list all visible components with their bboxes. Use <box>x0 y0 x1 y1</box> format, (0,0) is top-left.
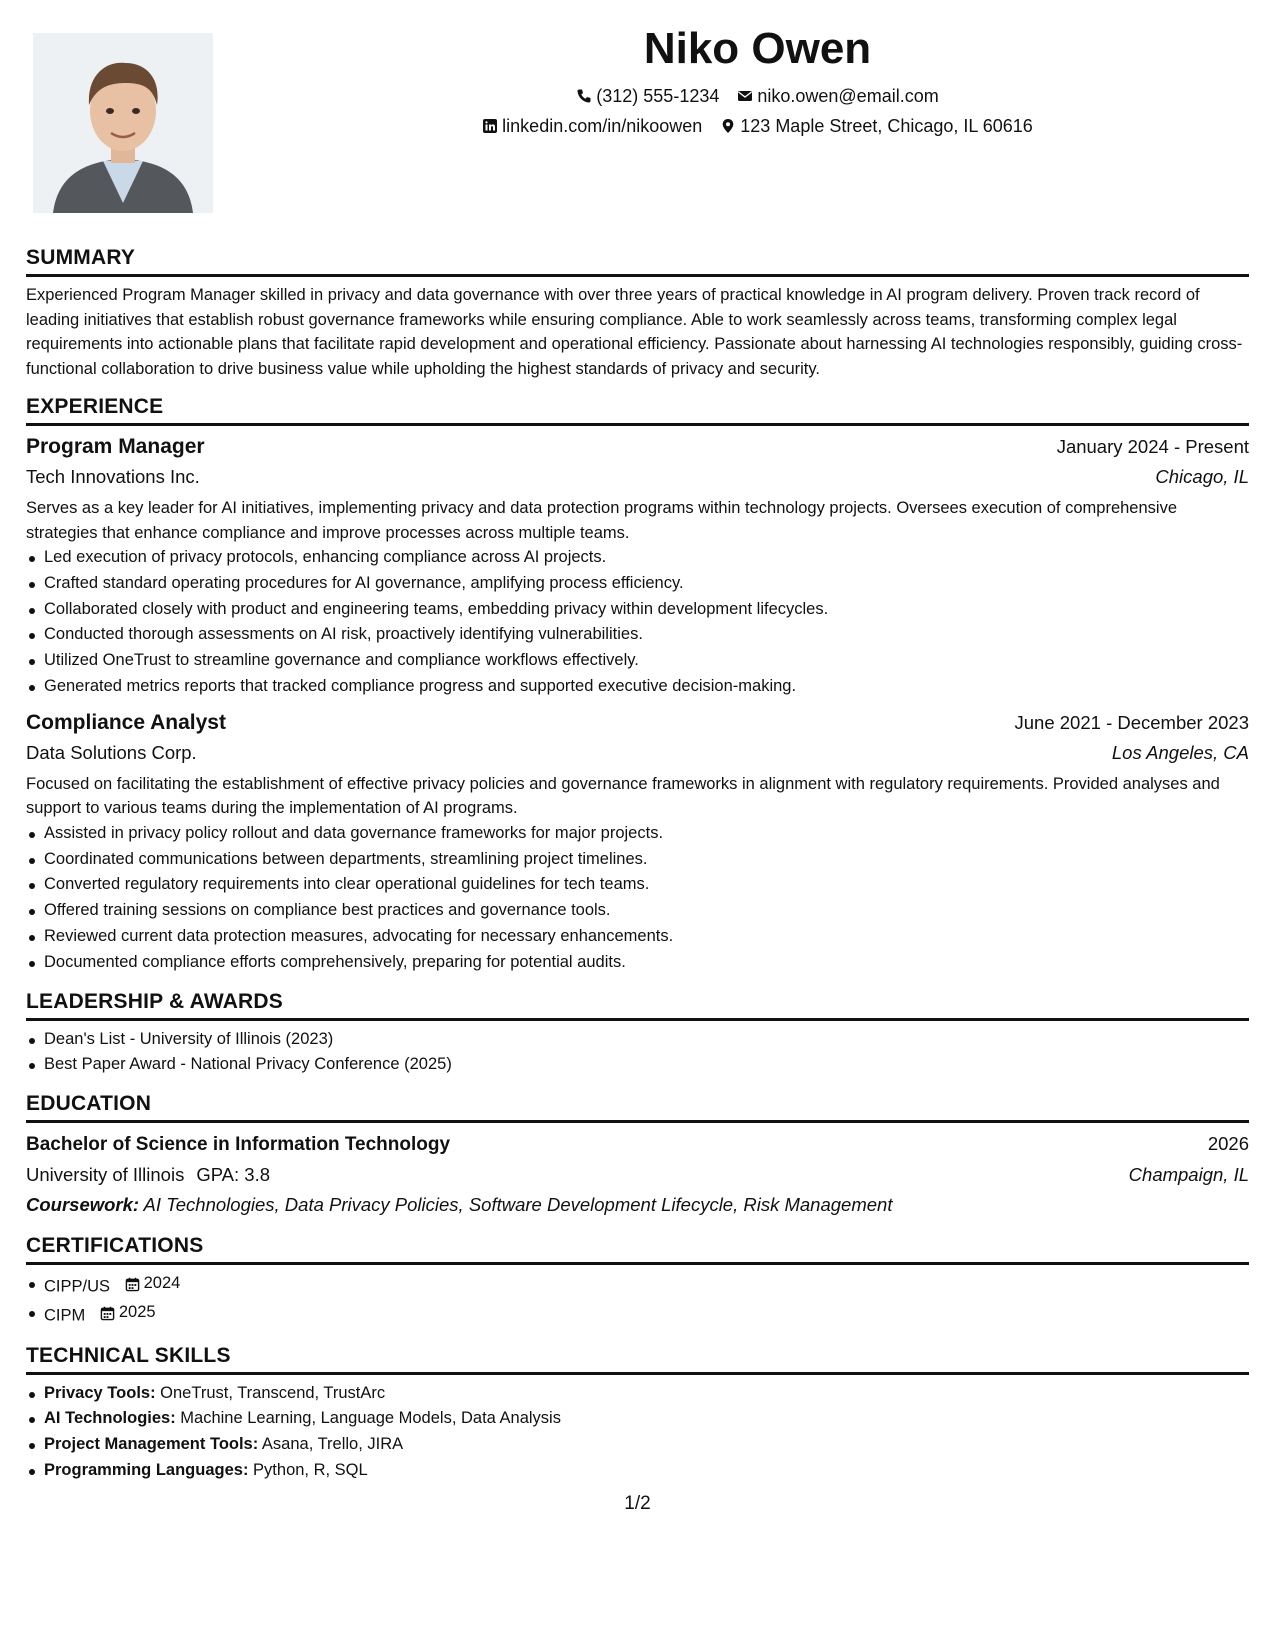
contact-line-1 <box>240 84 1275 108</box>
list-item: Generated metrics reports that tracked compliance progress and supported executive decision-making. <box>44 674 1249 700</box>
skill-label: Project Management Tools: <box>44 1435 259 1454</box>
skill-value: Asana, Trello, JIRA <box>261 1435 404 1454</box>
phone-icon <box>576 88 592 104</box>
job-dates: June 2021 - December 2023 <box>1014 711 1249 733</box>
envelope-icon <box>737 88 753 104</box>
skill-value: Python, R, SQL <box>253 1460 368 1479</box>
summary-section <box>26 244 1249 381</box>
email-text[interactable]: niko.owen@email.com <box>757 86 939 106</box>
list-item: Led execution of privacy protocols, enhancing compliance across AI projects. <box>44 545 1249 571</box>
list-item: Best Paper Award - National Privacy Conference (2025) <box>44 1052 1249 1078</box>
calendar-icon <box>125 1277 140 1292</box>
job-location: Chicago, IL <box>1155 466 1249 487</box>
list-item: Utilized OneTrust to streamline governance and compliance workflows effectively. <box>44 648 1249 674</box>
experience-section <box>26 393 1249 976</box>
summary-heading: SUMMARY <box>26 244 1249 277</box>
list-item: Reviewed current data protection measures, advocating for necessary enhancements. <box>44 924 1249 950</box>
list-item: Assisted in privacy policy rollout and data governance frameworks for major projects. <box>44 821 1249 847</box>
certifications-section <box>26 1232 1249 1329</box>
skill-label: AI Technologies: <box>44 1409 176 1428</box>
job-location: Los Angeles, CA <box>1111 741 1249 763</box>
skill-label: Programming Languages: <box>44 1460 249 1479</box>
coursework-list: AI Technologies, Data Privacy Policies, Software Development Lifecycle, Risk Management <box>143 1194 893 1216</box>
calendar-icon <box>100 1306 115 1321</box>
list-item <box>44 1432 1249 1458</box>
job-description: Serves as a key leader for AI initiatives, implementing privacy and data protection programs within technology projects. Oversees execution of comprehensive strategies that enhance compliance and improve processes across multiple teams. <box>26 499 1177 542</box>
gpa: GPA: 3.8 <box>196 1164 271 1186</box>
list-item: Coordinated communications between departments, streamlining project timelines. <box>44 847 1249 873</box>
cert-year: 2025 <box>100 1300 156 1326</box>
candidate-name: Niko Owen <box>643 24 872 73</box>
cert-name: CIPM <box>44 1306 86 1325</box>
coursework <box>26 1190 1249 1220</box>
company-name: Data Solutions Corp. <box>26 741 197 763</box>
job-entry <box>26 708 1249 976</box>
list-item <box>44 1458 1249 1484</box>
list-item <box>44 1406 1249 1432</box>
location-pin-icon <box>720 118 736 134</box>
job-bullets <box>26 821 1249 976</box>
job-title: Compliance Analyst <box>26 710 226 734</box>
school-name: University of Illinois <box>26 1164 185 1186</box>
list-item: Documented compliance efforts comprehensively, preparing for potential audits. <box>44 950 1249 976</box>
summary-text: Experienced Program Manager skilled in privacy and data governance with over three years of practical knowledge in AI program delivery. Proven track record of leading initiatives that establish robust governance frameworks while ensuring compliance. Able to work seamlessly across teams, transforming complex legal requirements into actionable plans that facilitate rapid development and operational efficiency. Passionate about harnessing AI technologies responsibly, guiding cross-functional collaboration to drive business value while upholding the highest standards of privacy and security. <box>26 286 1243 378</box>
education-heading: EDUCATION <box>26 1090 1249 1123</box>
job-title: Program Manager <box>26 435 205 458</box>
profile-photo <box>33 33 213 213</box>
list-item: Collaborated closely with product and engineering teams, embedding privacy within development lifecycles. <box>44 597 1249 623</box>
job-entry <box>26 432 1249 700</box>
resume-body <box>26 244 1249 1496</box>
address-text: 123 Maple Street, Chicago, IL 60616 <box>740 116 1033 136</box>
graduation-year: 2026 <box>1207 1133 1249 1155</box>
school-info <box>26 1160 270 1190</box>
list-item: Conducted thorough assessments on AI risk, proactively identifying vulnerabilities. <box>44 622 1249 648</box>
skills-list <box>26 1381 1249 1484</box>
list-item: Crafted standard operating procedures for AI governance, amplifying process efficiency. <box>44 571 1249 597</box>
degree-name: Bachelor of Science in Information Technology <box>26 1134 451 1156</box>
certifications-heading: CERTIFICATIONS <box>26 1232 1249 1265</box>
list-item: Converted regulatory requirements into clear operational guidelines for tech teams. <box>44 872 1249 898</box>
address-contact <box>720 114 1033 138</box>
leadership-heading: LEADERSHIP & AWARDS <box>26 988 1249 1021</box>
list-item <box>44 1381 1249 1407</box>
leadership-list <box>26 1027 1249 1079</box>
coursework-label: Coursework: <box>26 1194 140 1216</box>
list-item: Dean's List - University of Illinois (2023) <box>44 1027 1249 1053</box>
experience-heading: EXPERIENCE <box>26 393 1249 426</box>
job-description: Focused on facilitating the establishment of effective privacy policies and governance frameworks in alignment with regulatory requirements. Provided analyses and support to various teams during the implementation of AI programs. <box>26 774 1220 818</box>
school-location: Champaign, IL <box>1128 1164 1249 1186</box>
email-contact[interactable] <box>737 84 938 108</box>
job-dates: January 2024 - Present <box>1056 436 1249 457</box>
company-name: Tech Innovations Inc. <box>26 466 200 487</box>
list-item <box>44 1271 1249 1300</box>
linkedin-text[interactable]: linkedin.com/in/nikoowen <box>502 116 703 136</box>
resume-header <box>240 20 1275 138</box>
cert-name: CIPP/US <box>44 1277 111 1296</box>
skill-value: OneTrust, Transcend, TrustArc <box>160 1383 386 1402</box>
skills-heading: TECHNICAL SKILLS <box>26 1342 1249 1375</box>
linkedin-contact[interactable] <box>482 114 702 138</box>
skills-section <box>26 1342 1249 1484</box>
skill-label: Privacy Tools: <box>44 1383 156 1402</box>
list-item: Offered training sessions on compliance best practices and governance tools. <box>44 898 1249 924</box>
job-bullets <box>26 545 1249 700</box>
page-number: 1/2 <box>624 1493 651 1514</box>
cert-year: 2024 <box>125 1271 181 1297</box>
leadership-section <box>26 988 1249 1079</box>
list-item <box>44 1300 1249 1329</box>
education-section <box>26 1090 1249 1220</box>
skill-value: Machine Learning, Language Models, Data Analysis <box>180 1409 561 1428</box>
phone-contact <box>576 84 719 108</box>
phone-text: (312) 555-1234 <box>596 86 720 106</box>
certifications-list <box>26 1271 1249 1329</box>
linkedin-icon <box>482 118 498 134</box>
contact-line-2 <box>240 114 1275 138</box>
